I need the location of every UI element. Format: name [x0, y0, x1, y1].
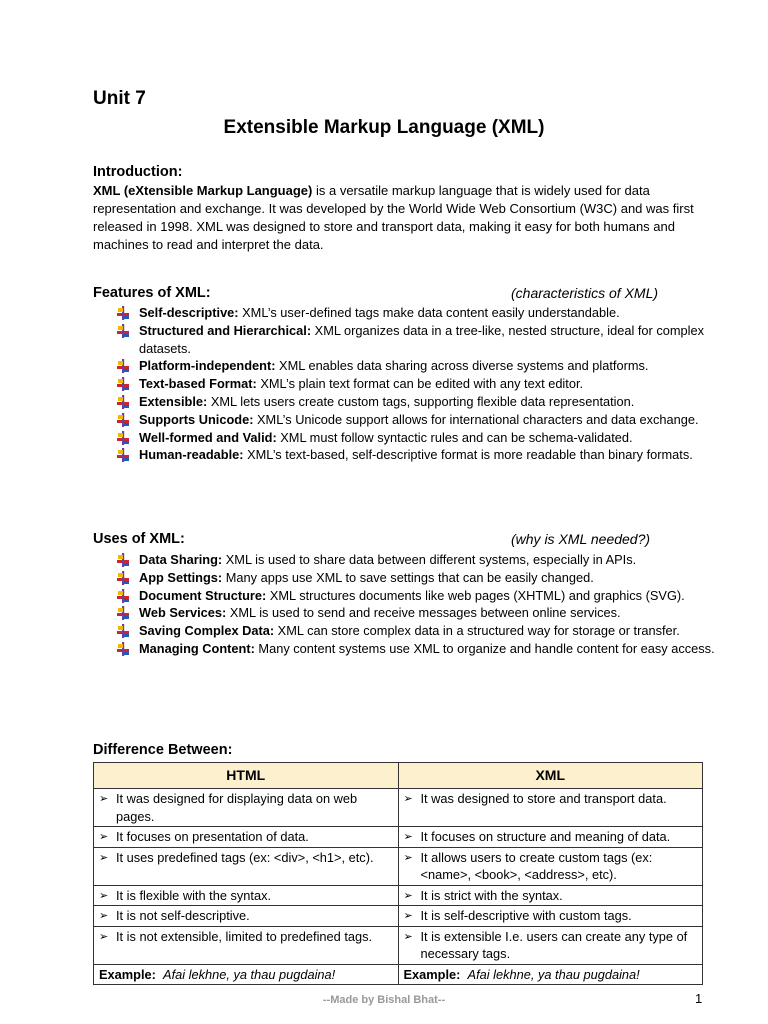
pin-bullet-icon — [116, 377, 130, 391]
pin-bullet-icon — [116, 413, 130, 427]
table-row — [94, 789, 703, 827]
cell-text: It focuses on presentation of data. — [116, 829, 309, 844]
item-text: XML’s Unicode support allows for international characters and data exchange. — [253, 411, 699, 427]
list-item — [116, 304, 716, 322]
item-term: Platform-independent: — [139, 358, 276, 374]
example-label: Example: — [403, 966, 461, 982]
table-cell — [94, 906, 399, 927]
arrow-bullet-icon: ➢ — [403, 831, 413, 843]
arrow-bullet-icon: ➢ — [99, 831, 109, 843]
table-row — [94, 926, 703, 964]
features-aside: (characteristics of XML) — [511, 285, 659, 301]
table-cell — [94, 827, 399, 848]
pin-bullet-icon — [116, 324, 130, 338]
features-heading: Features of XML: — [93, 285, 211, 301]
difference-table — [93, 762, 703, 985]
item-term: Data Sharing: — [139, 552, 223, 567]
item-term: Structured and Hierarchical: — [139, 322, 312, 338]
item-text: XML is used to send and receive messages between online services. — [226, 605, 621, 621]
arrow-bullet-icon: ➢ — [403, 930, 413, 943]
table-row — [94, 885, 703, 906]
item-term: Well-formed and Valid: — [139, 429, 277, 445]
table-cell — [398, 847, 703, 885]
table-cell — [94, 789, 399, 827]
table-header-row — [94, 763, 703, 789]
list-item — [116, 446, 716, 464]
table-cell — [94, 885, 399, 906]
item-term: Self-descriptive: — [139, 305, 239, 320]
item-term: Document Structure: — [139, 587, 267, 603]
example-cell — [398, 964, 703, 985]
list-item — [116, 429, 716, 447]
arrow-bullet-icon: ➢ — [403, 793, 413, 805]
uses-aside: (why is XML needed?) — [511, 531, 651, 547]
item-term: Text-based Format: — [139, 376, 257, 392]
example-text: Afai lekhne, ya thau pugdaina! — [163, 966, 336, 982]
item-text: Many apps use XML to save settings that can be easily changed. — [222, 569, 594, 585]
cell-text: It is strict with the syntax. — [420, 887, 563, 903]
cell-text: It focuses on structure and meaning of data. — [420, 829, 671, 844]
list-item — [116, 569, 716, 587]
item-text: XML’s text-based, self-descriptive format is more readable than binary formats. — [243, 447, 693, 463]
intro-paragraph — [93, 182, 713, 254]
intro-text: is a versatile markup language that is widely used for data representation and exchange. It was developed by the World Wide Web Consortium (W3C) and was first released in 1998. XML was designed to store and transport data, making it easy for both humans and machines to read and interpret the data. — [93, 183, 694, 252]
pin-bullet-icon — [116, 606, 130, 620]
pin-bullet-icon — [116, 571, 130, 585]
table-row — [94, 847, 703, 885]
list-item — [116, 322, 716, 358]
intro-bold-lead: XML (eXtensible Markup Language) — [93, 183, 313, 198]
pin-bullet-icon — [116, 624, 130, 638]
item-text: XML structures documents like web pages (XHTML) and graphics (SVG). — [266, 587, 685, 603]
item-text: XML organizes data in a tree-like, nested structure, ideal for complex datasets. — [139, 322, 704, 356]
pin-bullet-icon — [116, 553, 130, 567]
item-text: XML can store complex data in a structured way for storage or transfer. — [274, 623, 680, 639]
item-text: XML must follow syntactic rules and can be schema-validated. — [276, 429, 633, 445]
item-text: XML’s user-defined tags make data content easily understandable. — [238, 305, 620, 320]
example-row — [94, 964, 703, 985]
pin-bullet-icon — [116, 589, 130, 603]
table-cell — [398, 885, 703, 906]
cell-text: It is not self-descriptive. — [116, 908, 250, 923]
cell-text: It was designed to store and transport data. — [420, 791, 667, 806]
item-term: App Settings: — [139, 569, 223, 585]
uses-heading: Uses of XML: — [93, 531, 185, 547]
table-cell — [398, 906, 703, 927]
item-text: Many content systems use XML to organize and handle content for easy access. — [254, 640, 715, 656]
table-row — [94, 906, 703, 927]
cell-text: It is self-descriptive with custom tags. — [420, 908, 632, 923]
arrow-bullet-icon: ➢ — [99, 889, 109, 902]
arrow-bullet-icon: ➢ — [99, 793, 109, 805]
arrow-bullet-icon: ➢ — [403, 851, 413, 864]
unit-label: Unit 7 — [93, 88, 146, 109]
example-cell — [94, 964, 399, 985]
item-text: XML is used to share data between different systems, especially in APIs. — [222, 552, 637, 567]
item-term: Extensible: — [139, 393, 208, 409]
page-title: Extensible Markup Language (XML) — [223, 117, 545, 138]
item-term: Human-readable: — [139, 447, 244, 463]
table-row — [94, 827, 703, 848]
difference-heading: Difference Between: — [93, 742, 233, 758]
features-list — [116, 304, 716, 464]
list-item — [116, 551, 716, 569]
table-cell — [398, 827, 703, 848]
column-header-html: HTML — [94, 763, 399, 789]
table-cell — [94, 926, 399, 964]
example-label: Example: — [99, 966, 156, 982]
list-item — [116, 411, 716, 429]
cell-text: It was designed for displaying data on web pages. — [116, 791, 358, 824]
cell-text: It is not extensible, limited to predefined tags. — [116, 928, 373, 944]
cell-text: It uses predefined tags (ex: <div>, <h1>, etc). — [116, 849, 374, 865]
cell-text: It is extensible I.e. users can create any type of necessary tags. — [420, 928, 688, 961]
column-header-xml: XML — [398, 763, 703, 789]
item-term: Managing Content: — [139, 640, 255, 656]
list-item — [116, 622, 716, 640]
item-term: Web Services: — [139, 605, 227, 621]
item-text: XML enables data sharing across diverse systems and platforms. — [275, 358, 649, 374]
page-number: 1 — [695, 991, 703, 1006]
arrow-bullet-icon: ➢ — [99, 930, 109, 943]
item-term: Saving Complex Data: — [139, 623, 275, 639]
list-item — [116, 393, 716, 411]
pin-bullet-icon — [116, 642, 130, 656]
arrow-bullet-icon: ➢ — [403, 889, 413, 902]
pin-bullet-icon — [116, 306, 130, 320]
table-cell — [94, 847, 399, 885]
arrow-bullet-icon: ➢ — [403, 910, 413, 922]
cell-text: It is flexible with the syntax. — [116, 887, 272, 903]
table-cell — [398, 926, 703, 964]
table-cell — [398, 789, 703, 827]
intro-heading: Introduction: — [93, 164, 183, 180]
pin-bullet-icon — [116, 448, 130, 462]
example-text: Afai lekhne, ya thau pugdaina! — [467, 966, 640, 982]
item-text: XML lets users create custom tags, supporting flexible data representation. — [207, 393, 635, 409]
list-item — [116, 587, 716, 605]
cell-text: It allows users to create custom tags (ex: <name>, <book>, <address>, etc). — [420, 849, 653, 882]
list-item — [116, 604, 716, 622]
list-item — [116, 640, 716, 658]
pin-bullet-icon — [116, 395, 130, 409]
list-item — [116, 357, 716, 375]
arrow-bullet-icon: ➢ — [99, 910, 109, 922]
uses-list — [116, 551, 716, 658]
footer-credit: --Made by Bishal Bhat-- — [322, 994, 446, 1006]
pin-bullet-icon — [116, 431, 130, 445]
list-item — [116, 375, 716, 393]
pin-bullet-icon — [116, 359, 130, 373]
item-text: XML’s plain text format can be edited with any text editor. — [256, 376, 584, 392]
item-term: Supports Unicode: — [139, 411, 254, 427]
arrow-bullet-icon: ➢ — [99, 851, 109, 864]
